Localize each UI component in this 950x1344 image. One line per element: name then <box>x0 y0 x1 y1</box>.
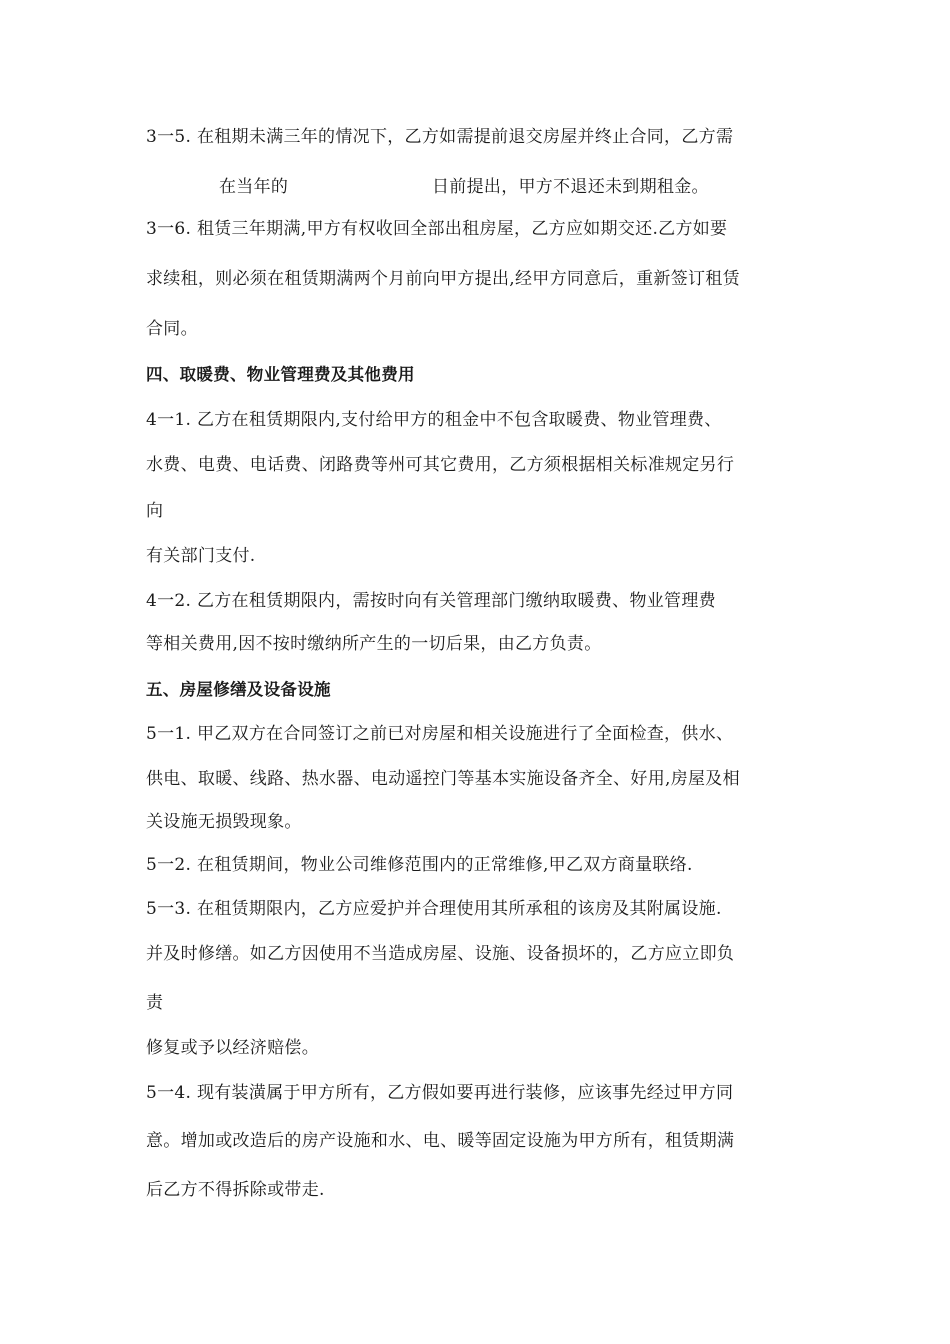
clause-4-2-line-1: 4一2. 乙方在租赁期限内，需按时向有关管理部门缴纳取暖费、物业管理费 <box>146 591 716 611</box>
clause-5-3-line-3: 责 <box>146 993 164 1013</box>
clause-5-4-line-3: 后乙方不得拆除或带走. <box>146 1180 325 1200</box>
clause-3-6-line-2: 求续租，则必须在租赁期满两个月前向甲方提出,经甲方同意后，重新签订租赁 <box>146 269 740 289</box>
clause-4-1-line-4: 有关部门支付. <box>146 546 256 566</box>
clause-3-5-line-2a: 在当年的 <box>219 177 289 197</box>
clause-5-3-line-2: 并及时修缮。如乙方因使用不当造成房屋、设施、设备损坏的，乙方应立即负 <box>146 944 735 964</box>
clause-5-4-line-2: 意。增加或改造后的房产设施和水、电、暖等固定设施为甲方所有，租赁期满 <box>146 1131 735 1151</box>
section-heading-4: 四、取暖费、物业管理费及其他费用 <box>146 365 415 384</box>
clause-4-2-line-2: 等相关费用,因不按时缴纳所产生的一切后果，由乙方负责。 <box>146 634 602 654</box>
clause-5-3-line-4: 修复或予以经济赔偿。 <box>146 1038 319 1058</box>
clause-5-3-line-1: 5一3. 在租赁期限内，乙方应爱护并合理使用其所承租的该房及其附属设施. <box>146 899 722 919</box>
clause-3-5-line-2b: 日前提出，甲方不退还未到期租金。 <box>432 177 709 197</box>
clause-3-5-line-1: 3一5. 在租期未满三年的情况下，乙方如需提前退交房屋并终止合同，乙方需 <box>146 127 734 147</box>
clause-5-1-line-2: 供电、取暖、线路、热水器、电动遥控门等基本实施设备齐全、好用,房屋及相 <box>146 769 740 789</box>
clause-5-1-line-1: 5一1. 甲乙双方在合同签订之前已对房屋和相关设施进行了全面检查，供水、 <box>146 724 734 744</box>
section-heading-5: 五、房屋修缮及设备设施 <box>146 680 331 699</box>
clause-5-2-line-1: 5一2. 在租赁期间，物业公司维修范围内的正常维修,甲乙双方商量联络. <box>146 855 693 875</box>
clause-4-1-line-1: 4一1. 乙方在租赁期限内,支付给甲方的租金中不包含取暖费、物业管理费、 <box>146 410 722 430</box>
clause-3-6-line-3: 合同。 <box>146 319 198 339</box>
clause-5-1-line-3: 关设施无损毁现象。 <box>146 812 302 832</box>
clause-4-1-line-3: 向 <box>146 501 164 521</box>
clause-4-1-line-2: 水费、电费、电话费、闭路费等州可其它费用，乙方须根据相关标准规定另行 <box>146 455 735 475</box>
clause-5-4-line-1: 5一4. 现有装潢属于甲方所有，乙方假如要再进行装修，应该事先经过甲方同 <box>146 1083 734 1103</box>
clause-3-6-line-1: 3一6. 租赁三年期满,甲方有权收回全部出租房屋，乙方应如期交还.乙方如要 <box>146 219 728 239</box>
